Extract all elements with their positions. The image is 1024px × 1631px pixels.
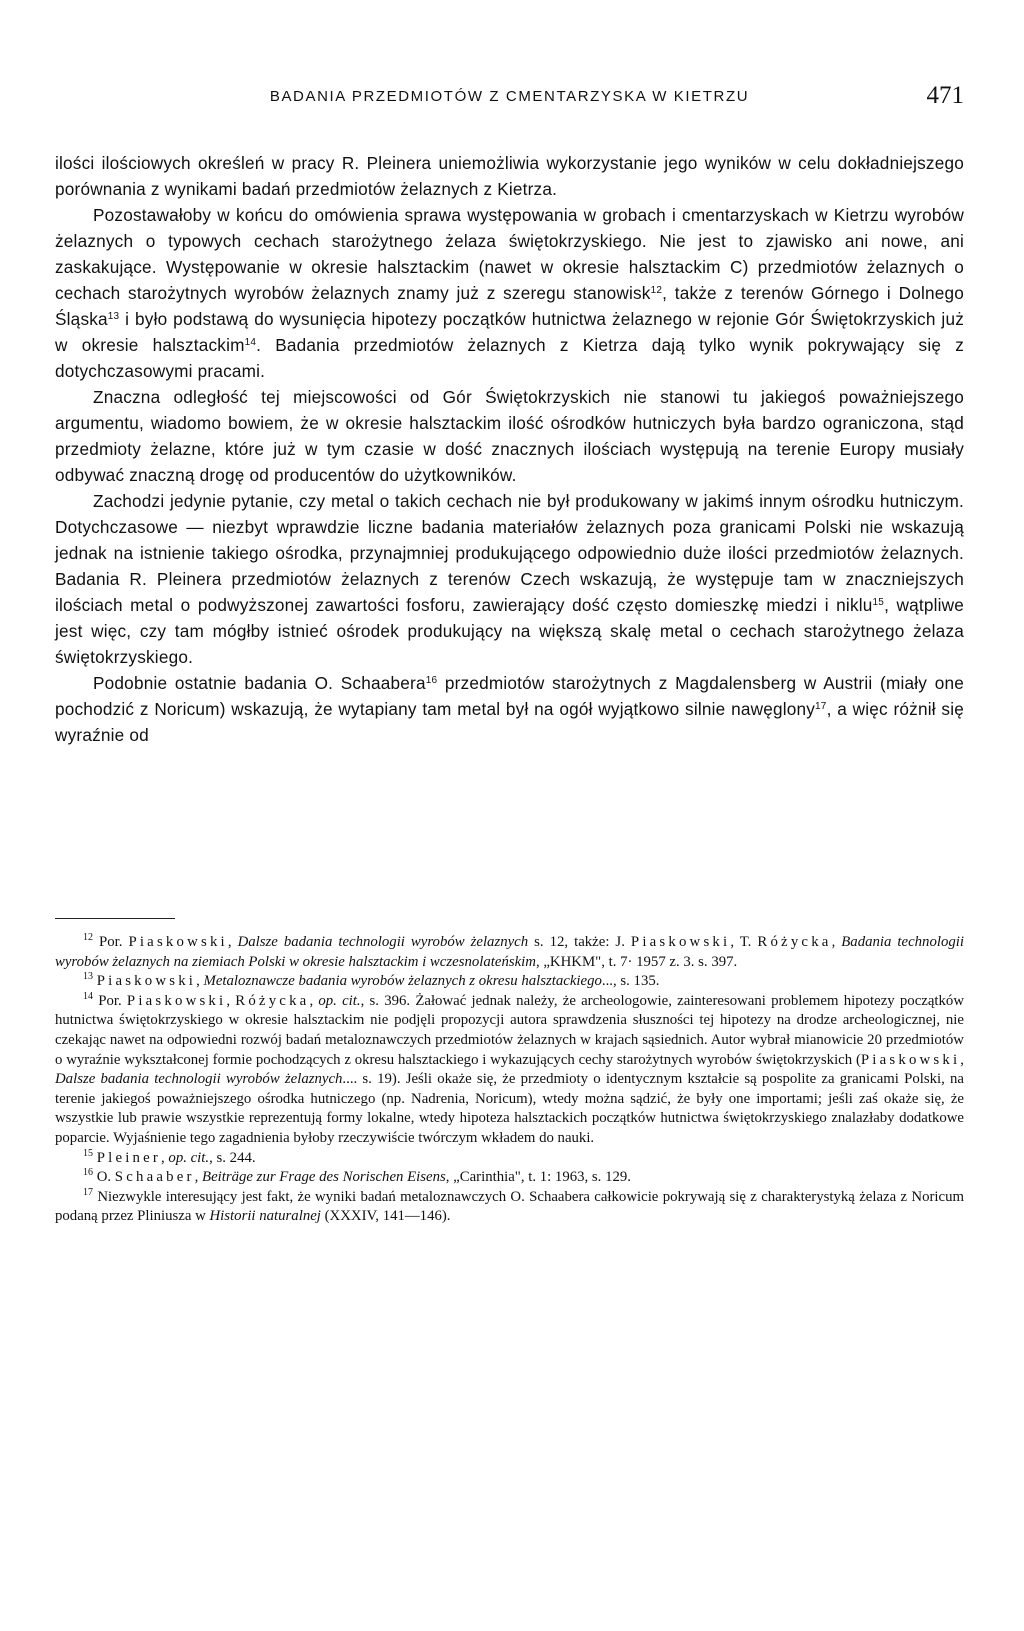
main-text	[55, 150, 964, 748]
footnote	[55, 933, 964, 972]
text-run: . Badania przedmiotów żelaznych z Kietrza dają tylko wynik pokrywający się z dotychczasowymi pracami.	[55, 335, 964, 381]
text-run: O.	[93, 1169, 115, 1186]
footnote-marker: 15	[872, 597, 885, 608]
footnote-marker: 15	[83, 1147, 93, 1159]
author-name: Piaskowski	[96, 973, 197, 990]
author-name: Różycka	[235, 992, 310, 1009]
text-run: s. 12, także: J.	[528, 934, 631, 950]
italic-title: Historii naturalnej	[209, 1208, 321, 1225]
footnote-marker: 16	[425, 675, 438, 686]
author-name: Piaskowski	[630, 934, 731, 950]
footnote-marker: 14	[244, 337, 257, 348]
text-run: ..., s. 135.	[601, 973, 660, 990]
italic-title: Metaloznawcze badania wyrobów żelaznych z okresu halsztackiego	[203, 973, 602, 990]
text-run: (XXXIV, 141—146).	[320, 1208, 451, 1225]
text-run: Por.	[93, 934, 129, 950]
footnote	[55, 972, 964, 992]
text-run: Niezwykle interesujący jest fakt, że wyniki badań metaloznawczych O. Schaabera całkowicie pokrywają się z charakterystyką żelaza z Noricum podaną przez Pliniusza w	[55, 1188, 964, 1225]
text-run: ,	[309, 992, 319, 1009]
italic-title: Badania technologii wyrobów żelaznych na ziemiach Polski w okresie halsztackim i wczesnolateńskim	[55, 934, 964, 970]
text-run: przedmiotów starożytnych z Magdalensberg w Austrii (miały one pochodzić z Noricum) wskazują, że wytapiany tam metal był na ogół wyjątkowo silnie nawęglony	[55, 673, 964, 719]
italic-title: Dalsze badania technologii wyrobów żelaznych	[237, 934, 529, 950]
text-run: ,	[960, 1051, 964, 1068]
footnotes	[55, 933, 964, 1227]
text-run: ilości ilościowych określeń w pracy R. Pleinera uniemożliwia wykorzystanie jego wyników w celu dokładniejszego porównania z wynikami badań przedmiotów żelaznych z Kietrza.	[55, 153, 964, 199]
author-name: Piaskowski	[128, 934, 228, 950]
text-run: , „KHKM", t. 7· 1957 z. 3. s. 397.	[535, 953, 738, 970]
page-header	[55, 82, 964, 122]
text-run: , s. 396. Żałować jednak należy, że archeologowie, zainteresowani problemem hipotezy początków hutnictwa świętokrzyskiego w okresie halsztackim nie podjęli propozycji autora sprawdzenia słuszności tej hipotezy na drodze archeologicznej, nie czekając nawet na odpowiedni rozwój badań metaloznawczych przedmiotów żelaznych w krajach sąsiednich. Autor wybrał mianowicie 20 przedmiotów o wyraźnie wykształconej formie pochodzących z okresu halsztackiego i wykazujących cechy starożytnych wyrobów świętokrzyskich (	[55, 992, 964, 1068]
text-run: , T.	[730, 934, 758, 950]
footnote	[55, 1188, 964, 1227]
footnote	[55, 1149, 964, 1169]
text-run: , a więc różnił się wyraźnie od	[55, 699, 964, 745]
footnote-marker: 12	[83, 932, 93, 943]
footnote	[55, 992, 964, 1149]
footnote-marker: 13	[83, 971, 93, 983]
running-title: BADANIA PRZEDMIOTÓW Z CMENTARZYSKA W KIETRZU	[269, 88, 750, 105]
footnote-separator	[55, 918, 175, 919]
text-run: Zachodzi jedynie pytanie, czy metal o takich cechach nie był produkowany w jakimś innym ośrodku hutniczym. Dotychczasowe — niezbyt wprawdzie liczne badania materiałów żelaznych poza granicami Polski nie wskazują jednak na istnienie takiego ośrodka, przynajmniej produkującego odpowiednio duże ilości przedmiotów żelaznych. Badania R. Pleinera przedmiotów żelaznych z terenów Czech wskazują, że występuje tam w znaczniejszych ilościach metal o podwyższonej zawartości fosforu, zawierający dość często domieszkę miedzi i niklu	[55, 491, 964, 615]
footnote-marker: 16	[83, 1167, 93, 1179]
text-run: Pozostawałoby w końcu do omówienia sprawa występowania w grobach i cmentarzyskach w Kietrzu wyrobów żelaznych o typowych cechach starożytnego żelaza świętokrzyskiego. Nie jest to zjawisko ani nowe, ani zaskakujące. Występowanie w okresie halsztackim (nawet w okresie halsztackim C) przedmiotów żelaznych o cechach starożytnych wyrobów żelaznych znamy już z szeregu stanowisk	[55, 205, 964, 303]
footnote	[55, 1168, 964, 1188]
text-run: ,	[831, 934, 842, 950]
footnote-marker: 12	[650, 285, 663, 296]
text-run: , „Carinthia", t. 1: 1963, s. 129.	[445, 1169, 631, 1186]
author-name: Różycka	[757, 934, 832, 950]
paragraph	[55, 384, 964, 488]
author-name: Piaskowski	[860, 1051, 961, 1068]
author-name: Piaskowski	[126, 992, 227, 1009]
paragraph	[55, 202, 964, 384]
italic-title: op. cit.	[318, 992, 361, 1009]
text-run: Znaczna odległość tej miejscowości od Gór Świętokrzyskich nie stanowi tu jakiegoś poważniejszego argumentu, wiadomo bowiem, że w okresie halsztackim ilość ośrodków hutniczych była bardzo ograniczona, stąd przedmioty żelazne, które już w tym czasie w dość znacznych ilościach występują na terenie Europy musiały odbywać znaczną drogę od producentów do użytkowników.	[55, 387, 964, 485]
text-run: ,	[226, 992, 236, 1009]
italic-title: Dalsze badania technologii wyrobów żelaznych	[55, 1071, 343, 1088]
text-run: ,	[194, 1169, 203, 1186]
author-name: Pleiner	[96, 1149, 162, 1166]
text-run: , także z terenów Górnego i Dolnego Śląska	[55, 283, 965, 329]
page-number: 471	[926, 82, 964, 109]
footnote-marker: 13	[107, 311, 120, 322]
italic-title: op. cit.	[168, 1149, 210, 1166]
text-run: ,	[161, 1149, 169, 1166]
footnote-marker: 14	[83, 990, 93, 1002]
author-name: Schaaber	[114, 1169, 195, 1186]
paragraph	[55, 670, 964, 748]
paragraph	[55, 150, 964, 202]
text-run: .... s. 19). Jeśli okaże się, że przedmioty o identycznym kształcie są pospolite za granicami Polski, na terenie jakiegoś poważniejszego ośrodka hutniczego (np. Nadrenia, Noricum), wtedy można sądzić, że były one importami; jeśli zaś okaże się, że wszystkie lub prawie wszystkie reprezentują formy lokalne, wtedy hipoteza halsztackich początków hutnictwa świętokrzyskiego znalazłaby dodatkowe poparcie. Wyjaśnienie tego zagadnienia byłoby rzeczywiście twórczym wkładem do nauki.	[55, 1071, 964, 1146]
text-run: , s. 244.	[209, 1149, 256, 1166]
footnote-marker: 17	[83, 1186, 93, 1198]
text-run: Podobnie ostatnie badania O. Schaabera	[93, 673, 426, 693]
text-run: i było podstawą do wysunięcia hipotezy początków hutnictwa żelaznego w rejonie Gór Świętokrzyskich już w okresie halsztackim	[55, 309, 964, 355]
text-run: Por.	[93, 992, 127, 1009]
text-run: , wątpliwe jest więc, czy tam mógłby istnieć ośrodek produkujący na większą skalę metal o cechach starożytnego żelaza świętokrzyskiego.	[55, 595, 965, 667]
text-run: ,	[196, 973, 204, 990]
paragraph	[55, 488, 964, 670]
text-run: ,	[227, 934, 238, 950]
footnote-marker: 17	[815, 701, 827, 712]
italic-title: Beiträge zur Frage des Norischen Eisens	[202, 1169, 446, 1186]
